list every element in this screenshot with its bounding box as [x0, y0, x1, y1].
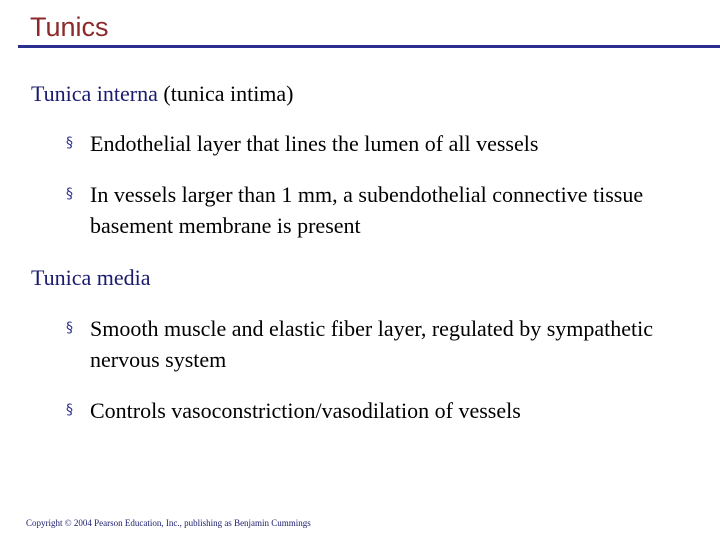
- bullet-text: In vessels larger than 1 mm, a subendothelial connective tissue basement membrane is present: [90, 182, 644, 238]
- bullet-icon: §: [66, 402, 73, 418]
- list-item: [66, 313, 696, 375]
- bullet-text: Smooth muscle and elastic fiber layer, regulated by sympathetic nervous system: [90, 316, 653, 372]
- section-heading-tunica-media: [31, 264, 151, 292]
- section-heading-tunica-interna: [31, 80, 294, 108]
- slide-title: Tunics: [30, 12, 109, 42]
- bullet-icon: §: [66, 135, 73, 151]
- bullet-icon: §: [66, 320, 73, 336]
- heading-suffix: (tunica intima): [157, 81, 294, 106]
- list-item: [66, 128, 696, 159]
- bullet-text: Controls vasoconstriction/vasodilation of vessels: [90, 398, 521, 423]
- heading-term: Tunica interna: [31, 81, 158, 106]
- bullet-icon: §: [66, 186, 73, 202]
- copyright-footer: Copyright © 2004 Pearson Education, Inc., publishing as Benjamin Cummings: [26, 518, 311, 528]
- list-item: [66, 395, 696, 426]
- bullet-text: Endothelial layer that lines the lumen of all vessels: [90, 131, 539, 156]
- heading-term: Tunica media: [31, 265, 151, 290]
- list-item: [66, 179, 696, 241]
- title-divider: [18, 45, 720, 48]
